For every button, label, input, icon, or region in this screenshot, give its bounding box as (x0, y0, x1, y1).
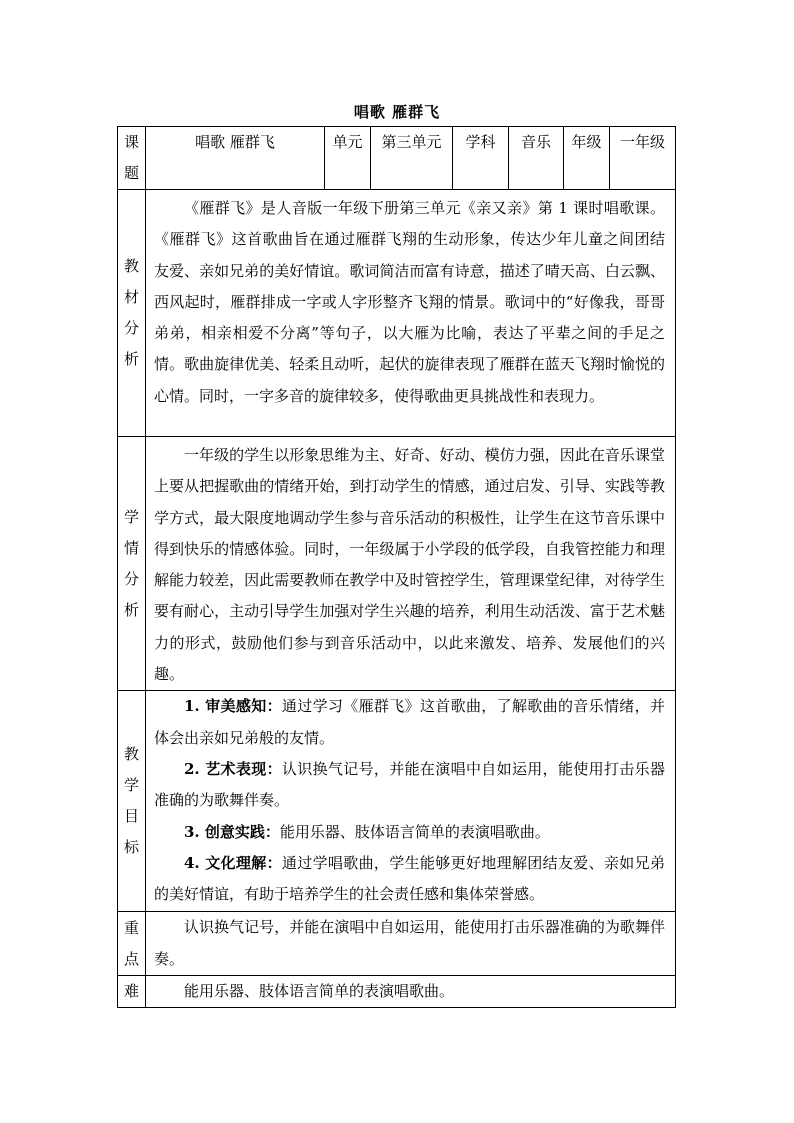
lesson-plan-table (117, 126, 676, 1008)
goal-item: 1. 审美感知：通过学习《雁群飞》这首歌曲，了解歌曲的音乐情绪，并体会出亲如兄弟般的友情。 (154, 697, 665, 747)
grade-label: 年级 (564, 127, 610, 190)
difficult-points-label: 难 (118, 975, 146, 1007)
teaching-goals-label: 教 学 目 标 (118, 691, 146, 912)
difficult-points-row (118, 975, 676, 1007)
key-points-content (146, 912, 676, 976)
teaching-goals-row (118, 691, 676, 912)
student-analysis-content (146, 437, 676, 691)
topic-value: 唱歌 雁群飞 (146, 127, 325, 190)
unit-label: 单元 (325, 127, 371, 190)
goal-item: 2. 艺术表现：认识换气记号，并能在演唱中自如运用，能使用打击乐器准确的为歌舞伴奏。 (154, 759, 665, 810)
teaching-goals-content (146, 691, 676, 912)
key-points-row (118, 912, 676, 976)
material-analysis-content (146, 190, 676, 437)
topic-label: 课 题 (118, 127, 146, 190)
goal-item: 4. 文化理解：通过学唱歌曲，学生能够更好地理解团结友爱、亲如兄弟的美好情谊，有助于培养学生的社会责任感和集体荣誉感。 (154, 853, 665, 904)
student-analysis-text: 一年级的学生以形象思维为主、好奇、好动、模仿力强，因此在音乐课堂上要从把握歌曲的情绪开始，到打动学生的情感，通过启发、引导、实践等教学方式，最大限度地调动学生参与音乐活动的积极性，让学生在这节音乐课中得到快乐的情感体验。同时，一年级属于小学段的低学段，自我管控能力和理解能力较差，因此需要教师在教学中及时管控学生，管理课堂纪律，对待学生要有耐心，主动引导学生加强对学生兴趣的培养，利用生动活泼、富于艺术魅力的形式，鼓励他们参与到音乐活动中，以此来激发、培养、发展他们的兴趣。 (154, 446, 665, 684)
student-analysis-label: 学 情 分 析 (118, 437, 146, 691)
header-row (118, 127, 676, 190)
material-analysis-row (118, 190, 676, 437)
difficult-points-content (146, 975, 676, 1007)
key-points-label: 重 点 (118, 912, 146, 976)
material-analysis-label: 教 材 分 析 (118, 190, 146, 437)
student-analysis-row (118, 437, 676, 691)
difficult-points-text: 能用乐器、肢体语言简单的表演唱歌曲。 (184, 981, 455, 1000)
unit-value: 第三单元 (371, 127, 453, 190)
subject-value: 音乐 (509, 127, 564, 190)
page-title: 唱歌 雁群飞 (353, 103, 441, 121)
key-points-text: 认识换气记号，并能在演唱中自如运用，能使用打击乐器准确的为歌舞伴奏。 (154, 918, 665, 968)
material-analysis-text: 《雁群飞》是人音版一年级下册第三单元《亲又亲》第 1 课时唱歌课。《雁群飞》这首歌曲旨在通过雁群飞翔的生动形象，传达少年儿童之间团结 友爱、亲如兄弟的美好情谊。歌词简洁而富有诗意，描述了晴天高、白云飘、西风起时，雁群排成一字或人字形整齐飞翔的情景。歌词中的“好像我，哥哥弟弟，相亲相爱不分离”等句子，以大雁为比喻，表达了平辈之间的手足之情。歌曲旋律优美、轻柔且动听，起伏的旋律表现了雁群在蓝天飞翔时愉悦的心情。同时，一字多音的旋律较多，使得歌曲更具挑战性和表现力。 (154, 199, 665, 405)
goal-item: 3. 创意实践：能用乐器、肢体语言简单的表演唱歌曲。 (184, 822, 550, 841)
grade-value: 一年级 (610, 127, 676, 190)
subject-label: 学科 (453, 127, 509, 190)
